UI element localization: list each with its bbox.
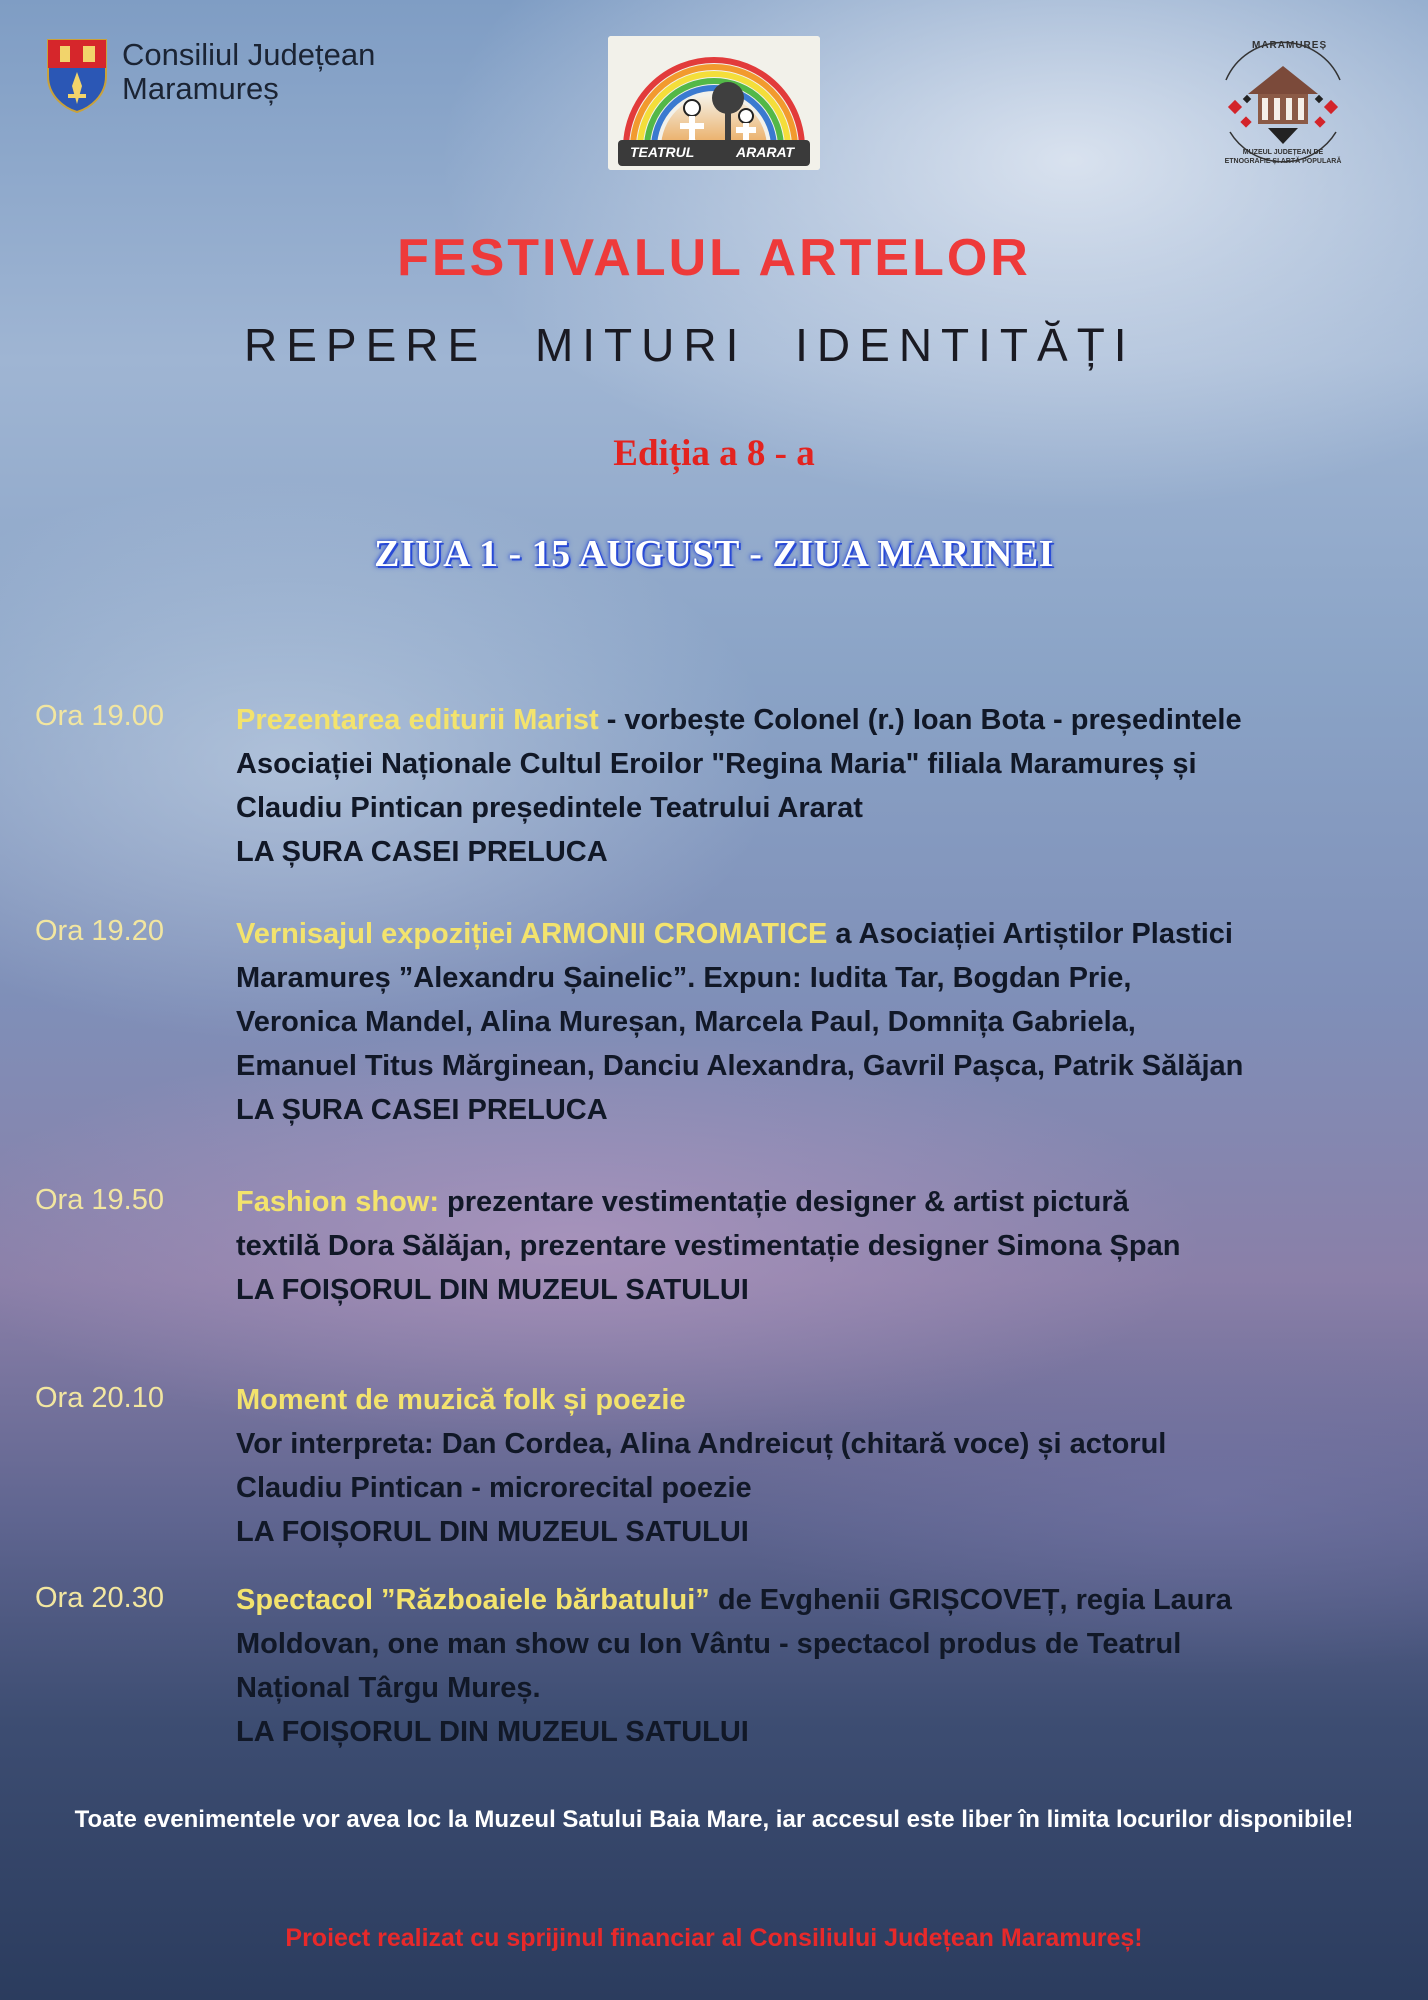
event-location: LA ȘURA CASEI PRELUCA: [236, 836, 608, 868]
museum-logo-ring-text: MUZEUL JUDEȚEAN DE ETNOGRAFIE ȘI ARTĂ POPULARĂ: [1224, 149, 1342, 165]
event-item: [236, 912, 1412, 1132]
event-highlight-pre: Vernisajul expoziției: [236, 918, 521, 950]
event-line: Claudiu Pintican - microrecital poezie: [236, 1472, 752, 1504]
event-time: Ora 19.50: [35, 1184, 164, 1216]
footer-sponsor: Proiect realizat cu sprijinul financiar al Consiliului Județean Maramureș!: [285, 1924, 1143, 1952]
day-label: ZIUA 1 - 15 AUGUST - ZIUA MARINEI: [374, 533, 1054, 575]
ararat-text-left: TEATRUL: [630, 144, 695, 160]
event-line: Vor interpreta: Dan Cordea, Alina Andreicuț (chitară voce) și actorul: [236, 1428, 1167, 1460]
ararat-logo: [608, 36, 820, 170]
festival-subtitle: REPERE MITURI IDENTITĂȚI: [244, 319, 1136, 371]
event-item: [236, 698, 1412, 874]
event-time: Ora 19.20: [35, 915, 164, 947]
museum-logo-top-text: MARAMUREȘ: [1252, 40, 1328, 51]
ararat-text-right: ARARAT: [736, 144, 795, 160]
event-item: [236, 1378, 1412, 1554]
event-line: textilă Dora Sălăjan, prezentare vestimentație designer Simona Șpan: [236, 1230, 1181, 1262]
footer-note: Toate evenimentele vor avea loc la Muzeul Satului Baia Mare, iar accesul este liber în limita locurilor disponibile!: [74, 1806, 1354, 1833]
council-logo: [46, 38, 375, 114]
event-line: Veronica Mandel, Alina Mureșan, Marcela Paul, Domnița Gabriela,: [236, 1006, 1136, 1038]
event-item: [236, 1180, 1412, 1312]
council-name-line2: Maramureș: [122, 71, 279, 106]
council-name-line1: Consiliul Județean: [122, 37, 376, 72]
event-line: Emanuel Titus Mărginean, Danciu Alexandra, Gavril Pașca, Patrik Sălăjan: [236, 1050, 1244, 1082]
event-line: Moldovan, one man show cu Ion Vântu - spectacol produs de Teatrul: [236, 1628, 1182, 1660]
event-time: Ora 19.00: [35, 700, 164, 732]
event-location: LA ȘURA CASEI PRELUCA: [236, 1094, 608, 1126]
event-time: Ora 20.30: [35, 1582, 164, 1614]
event-location: LA FOIȘORUL DIN MUZEUL SATULUI: [236, 1274, 749, 1306]
event-location: LA FOIȘORUL DIN MUZEUL SATULUI: [236, 1516, 749, 1548]
event-item: [236, 1578, 1412, 1754]
event-line: de Evghenii GRIȘCOVEȚ, regia Laura: [709, 1584, 1232, 1616]
event-time: Ora 20.10: [35, 1382, 164, 1414]
event-line: Claudiu Pintican președintele Teatrului Ararat: [236, 792, 863, 824]
event-line: - vorbește Colonel (r.) Ioan Bota - președintele: [598, 704, 1242, 736]
event-highlight: Moment de muzică folk și poezie: [236, 1384, 686, 1416]
museum-logo: [1208, 36, 1358, 176]
event-line: Maramureș ”Alexandru Șainelic”. Expun: Iudita Tar, Bogdan Prie,: [236, 962, 1132, 994]
event-location: LA FOIȘORUL DIN MUZEUL SATULUI: [236, 1716, 749, 1748]
council-crest-icon: [46, 38, 108, 114]
event-line: a Asociației Artiștilor Plastici: [827, 918, 1233, 950]
council-name: [122, 38, 375, 106]
festival-title: FESTIVALUL ARTELOR: [397, 229, 1031, 287]
event-line: Asociației Naționale Cultul Eroilor "Regina Maria" filiala Maramureș și: [236, 748, 1197, 780]
event-highlight: Fashion show:: [236, 1186, 439, 1218]
event-highlight: Spectacol ”Războaiele bărbatului”: [236, 1584, 710, 1616]
edition-label: Ediția a 8 - a: [613, 433, 815, 474]
event-highlight: ARMONII CROMATICE: [520, 918, 828, 950]
event-highlight: Prezentarea editurii Marist: [236, 704, 599, 736]
event-line: Național Târgu Mureș.: [236, 1672, 541, 1704]
event-line: prezentare vestimentație designer & artist pictură: [439, 1186, 1129, 1218]
